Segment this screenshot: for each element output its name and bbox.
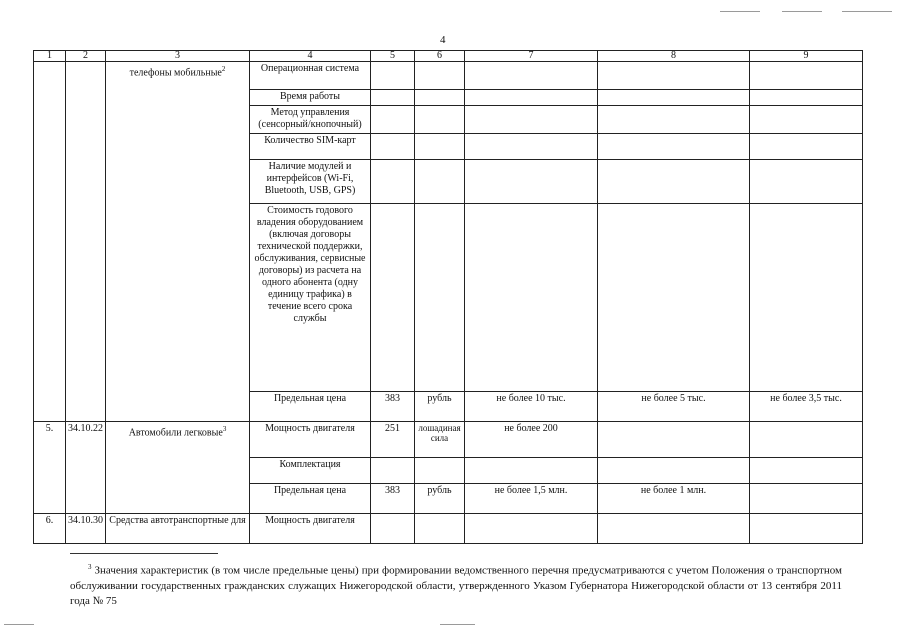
scan-artifact	[440, 624, 475, 625]
footnote-rule	[70, 553, 218, 554]
item-name-transport: Средства автотранспортные для	[106, 514, 250, 544]
characteristic: Мощность двигателя	[250, 422, 371, 458]
cell-num	[34, 62, 66, 422]
okpd-code: 34.10.30	[66, 514, 106, 544]
item-name-car: Автомобили легковые$^3$	[106, 422, 250, 514]
table-row	[34, 514, 863, 544]
scan-artifact	[4, 624, 34, 625]
scan-artifact	[720, 11, 760, 12]
page-number: 4	[440, 34, 446, 46]
value-cell: не более 3,5 тыс.	[750, 392, 863, 422]
header-cell: 6	[415, 51, 465, 62]
scan-artifact	[782, 11, 822, 12]
scan-artifact	[842, 11, 892, 12]
characteristic: Предельная цена	[250, 484, 371, 514]
characteristic: Время работы	[250, 90, 371, 106]
characteristic: Количество SIM-карт	[250, 134, 371, 160]
header-row	[34, 51, 863, 62]
header-cell: 3	[106, 51, 250, 62]
table-row	[34, 62, 863, 90]
characteristic: Наличие модулей и интерфейсов (Wi-Fi, Bluetooth, USB, GPS)	[250, 160, 371, 204]
value-cell: не более 5 тыс.	[598, 392, 750, 422]
value-cell: не более 1,5 млн.	[465, 484, 598, 514]
characteristic: Метод управления (сенсорный/кнопочный)	[250, 106, 371, 134]
value-cell: не более 200	[465, 422, 598, 458]
header-cell: 5	[371, 51, 415, 62]
header-cell: 8	[598, 51, 750, 62]
value-cell: не более 1 млн.	[598, 484, 750, 514]
value-cell: не более 10 тыс.	[465, 392, 598, 422]
table-row	[34, 422, 863, 458]
unit-name: рубль	[415, 392, 465, 422]
header-cell: 4	[250, 51, 371, 62]
characteristic: Операционная система	[250, 62, 371, 90]
unit-code: 251	[371, 422, 415, 458]
characteristic: Стоимость годового владения оборудованием (включая договоры технической поддержки, обслуживания, сервисные договоры) из расчета на одного абонента (одну единицу трафика) в течение всего срока службы	[250, 204, 371, 392]
characteristics-table	[33, 50, 863, 544]
header-cell: 2	[66, 51, 106, 62]
header-cell: 9	[750, 51, 863, 62]
row-number: 6.	[34, 514, 66, 544]
okpd-code: 34.10.22	[66, 422, 106, 514]
unit-code: 383	[371, 484, 415, 514]
characteristic: Мощность двигателя	[250, 514, 371, 544]
footnote: $^3$ Значения характеристик (в том числе предельные цены) при формировании ведомственного перечня предусматриваются с учетом Положения о транспортном обслуживании государственных гражданских служащих Нижегородской области, утвержденного Указом Губернатора Нижегородской области от 13 сентября 2011 года № 75	[70, 563, 842, 607]
item-name-phone: телефоны мобильные$^2$	[106, 62, 250, 422]
cell-code	[66, 62, 106, 422]
characteristic: Комплектация	[250, 458, 371, 484]
header-cell: 1	[34, 51, 66, 62]
unit-name: лошадиная сила	[415, 422, 465, 458]
row-number: 5.	[34, 422, 66, 514]
header-cell: 7	[465, 51, 598, 62]
unit-name: рубль	[415, 484, 465, 514]
unit-code: 383	[371, 392, 415, 422]
characteristic: Предельная цена	[250, 392, 371, 422]
